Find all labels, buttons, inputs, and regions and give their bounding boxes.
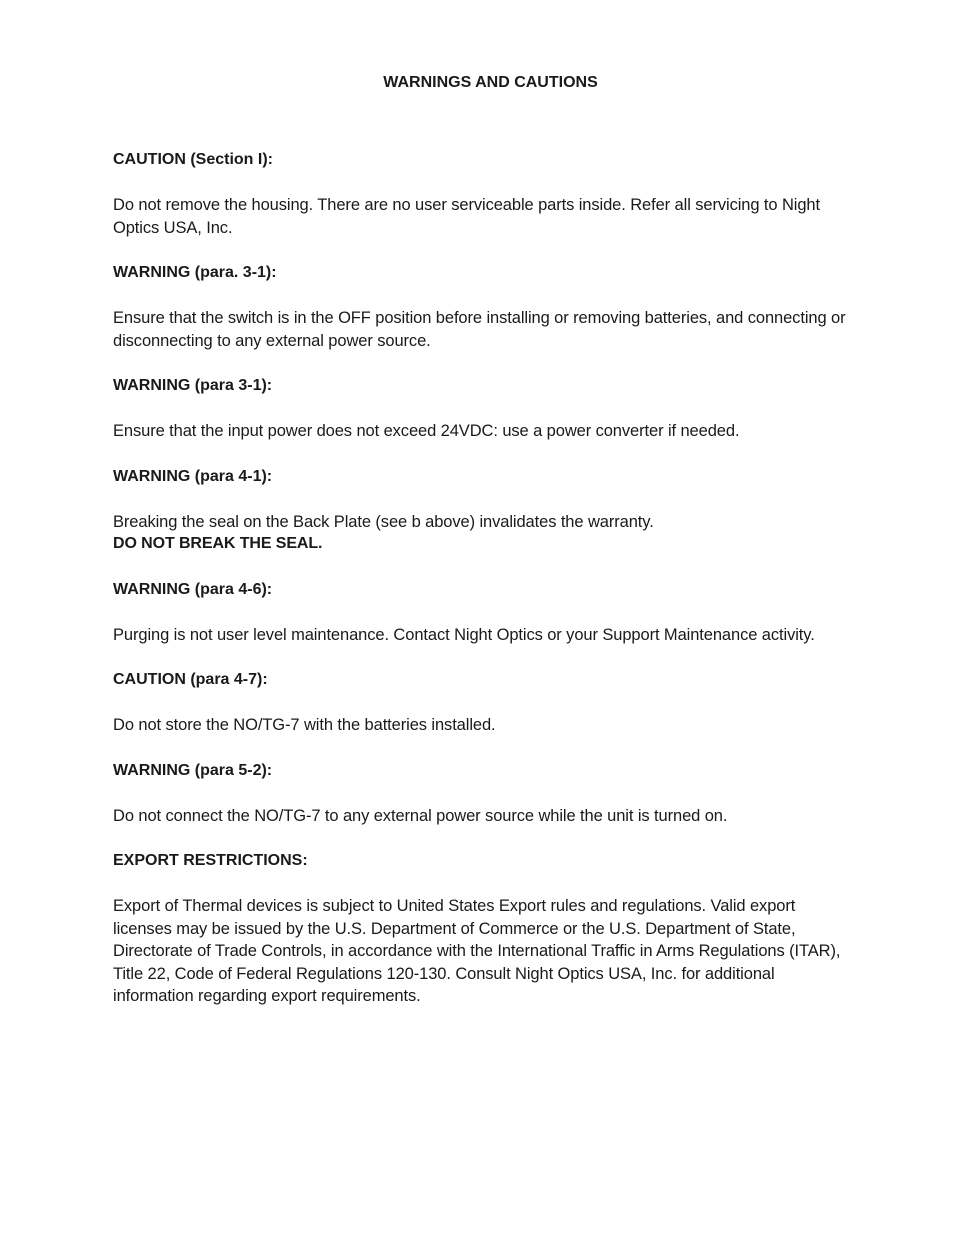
section-caution-para-4-7 <box>113 669 848 737</box>
section-text: Ensure that the switch is in the OFF position before installing or removing batteries, and connecting or disconnecting to any external power source. <box>113 309 846 350</box>
section-text: Do not remove the housing. There are no user serviceable parts inside. Refer all servicing to Night Optics USA, Inc. <box>113 196 820 237</box>
section-caution-section-i <box>113 149 848 239</box>
section-text: Do not store the NO/TG-7 with the batteries installed. <box>113 716 496 734</box>
section-warning-para-4-6 <box>113 579 848 647</box>
document-page <box>113 72 848 1031</box>
section-heading: WARNING (para 5-2): <box>113 761 273 779</box>
section-heading: WARNING (para 4-1): <box>113 467 273 485</box>
section-text: Purging is not user level maintenance. Contact Night Optics or your Support Maintenance activity. <box>113 625 815 644</box>
section-warning-para-3-1-switch <box>113 262 848 352</box>
section-heading: WARNING (para 4-6): <box>113 580 273 598</box>
section-heading: CAUTION (Section I): <box>113 151 273 168</box>
section-warning-para-5-2 <box>113 760 848 828</box>
section-export-restrictions <box>113 850 848 1008</box>
section-heading: WARNING (para 3-1): <box>113 377 273 394</box>
section-text: Do not connect the NO/TG-7 to any external power source while the unit is turned on. <box>113 806 728 825</box>
section-heading: EXPORT RESTRICTIONS: <box>113 852 308 869</box>
section-heading: CAUTION (para 4-7): <box>113 671 268 688</box>
section-text: Ensure that the input power does not exceed 24VDC: use a power converter if needed. <box>113 422 740 440</box>
section-text: Export of Thermal devices is subject to United States Export rules and regulations. Valid export licenses may be issued by the U.S. Department of Commerce or the U.S. Department of State, Directorate of Trade Controls, in accordance with the International Traffic in Arms Regulations (ITAR), Title 22, Code of Federal Regulations 120-130. Consult Night Optics USA, Inc. for additional information regarding export requirements. <box>113 897 841 1005</box>
section-warning-para-3-1-power <box>113 375 848 443</box>
section-text-block <box>113 511 848 556</box>
section-emphasis: DO NOT BREAK THE SEAL. <box>113 535 323 552</box>
section-warning-para-4-1 <box>113 466 848 556</box>
section-text: Breaking the seal on the Back Plate (see b above) invalidates the warranty. <box>113 512 654 531</box>
page-title: WARNINGS AND CAUTIONS <box>383 74 598 91</box>
section-heading: WARNING (para. 3-1): <box>113 264 277 281</box>
